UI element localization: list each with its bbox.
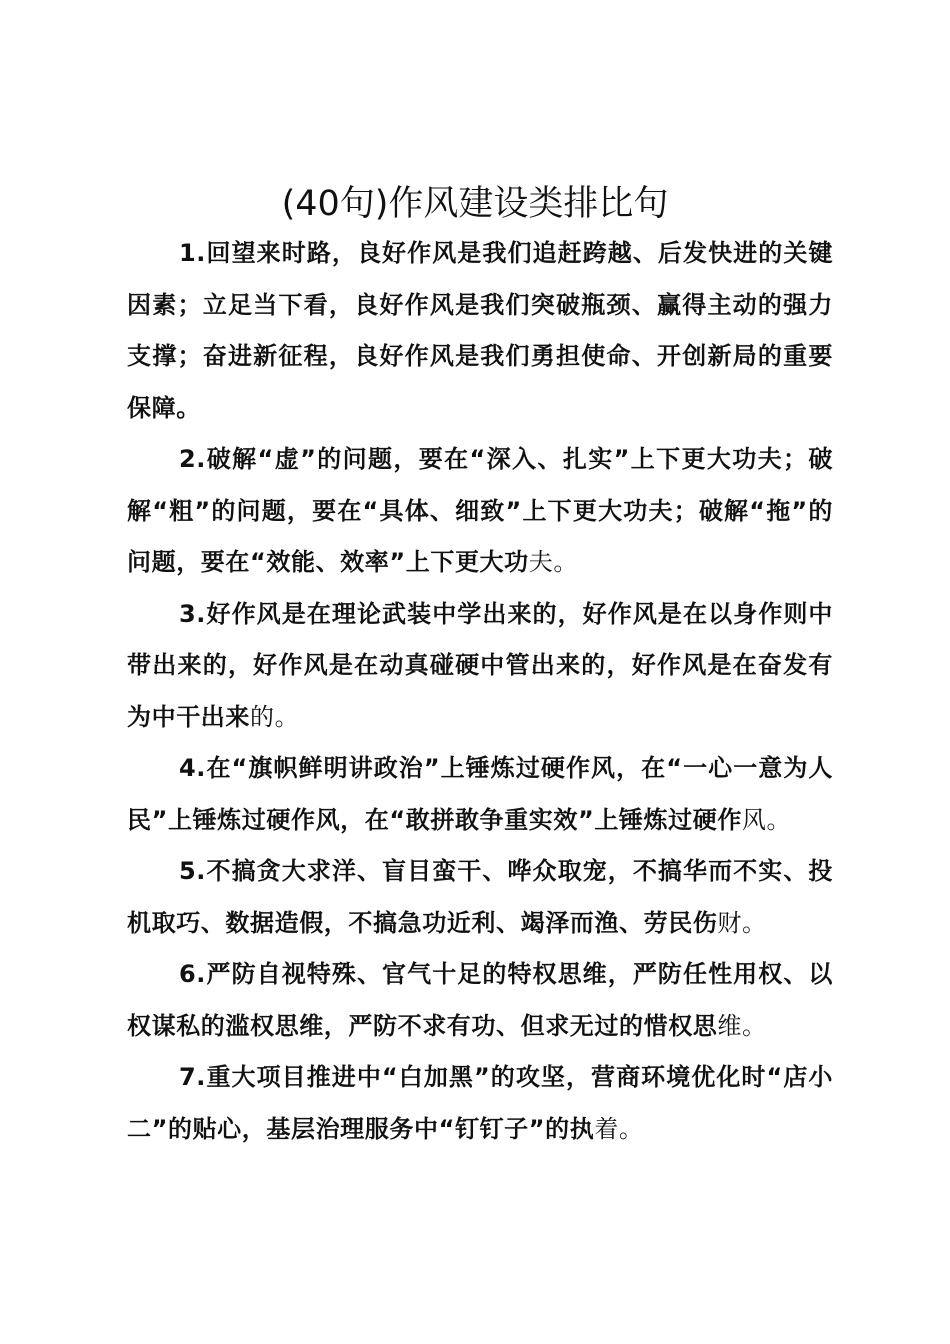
paragraph-text: 4.在“旗帜鲜明讲政治”上锤炼过硬作风，在“一心一意为人民”上锤炼过硬作风，在“敢拼敢争重实效”上锤炼过硬作 bbox=[127, 754, 833, 834]
document-body bbox=[127, 228, 833, 1155]
document-title: (40句)作风建设类排比句 bbox=[281, 184, 669, 224]
paragraph-tail: 的。 bbox=[250, 702, 300, 731]
paragraph-5 bbox=[127, 846, 833, 949]
paragraph-text: 2.破解“虚”的问题，要在“深入、扎实”上下更大功夫；破解“粗”的问题，要在“具体、细致”上下更大功夫；破解“拖”的问题，要在“效能、效率”上下更大功 bbox=[127, 445, 833, 576]
paragraph-1 bbox=[127, 228, 833, 434]
paragraph-tail: 着。 bbox=[594, 1114, 644, 1143]
paragraph-4 bbox=[127, 743, 833, 846]
paragraph-tail: 夫。 bbox=[528, 548, 578, 576]
paragraph-6 bbox=[127, 949, 833, 1052]
paragraph-text: 5.不搞贪大求洋、盲目蛮干、哗众取宠，不搞华而不实、投机取巧、数据造假，不搞急功近利、竭泽而渔、劳民伤 bbox=[127, 857, 833, 937]
paragraph-2 bbox=[127, 434, 833, 589]
paragraph-text: 6.严防自视特殊、官气十足的特权思维，严防任性用权、以权谋私的滥权思维，严防不求有功、但求无过的惜权思 bbox=[127, 960, 833, 1040]
paragraph-tail: 财。 bbox=[717, 908, 767, 937]
paragraph-text: 3.好作风是在理论武装中学出来的，好作风是在以身作则中带出来的，好作风是在动真碰硬中管出来的，好作风是在奋发有为中干出来 bbox=[127, 599, 833, 731]
paragraph-text: 7.重大项目推进中“白加黑”的攻坚，营商环境优化时“店小二”的贴心，基层治理服务中“钉钉子”的执 bbox=[127, 1063, 833, 1143]
paragraph-7 bbox=[127, 1052, 833, 1155]
paragraph-tail: 维。 bbox=[717, 1011, 767, 1040]
paragraph-text: 1.回望来时路，良好作风是我们追赶跨越、后发快进的关键因素；立足当下看，良好作风是我们突破瓶颈、赢得主动的强力支撑；奋进新征程，良好作风是我们勇担使命、开创新局的重要保障。 bbox=[127, 239, 833, 422]
paragraph-tail: 风。 bbox=[741, 805, 792, 834]
paragraph-3 bbox=[127, 589, 833, 744]
